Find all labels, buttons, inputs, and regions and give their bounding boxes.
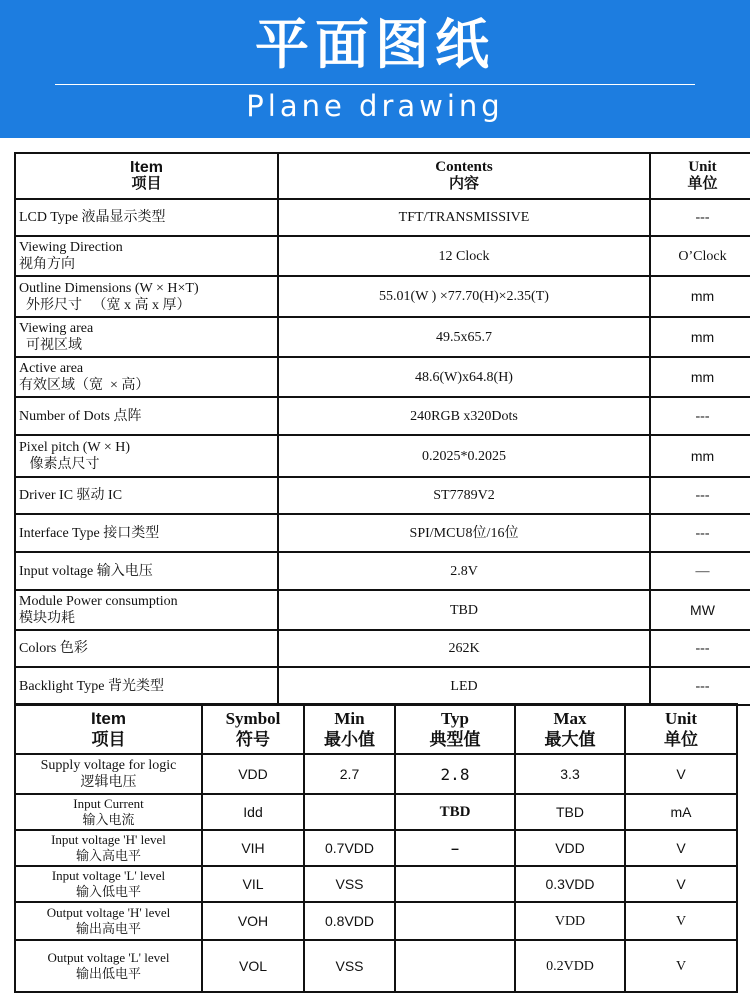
spec-table-header (15, 153, 750, 199)
typ-header: Typ 典型值 (395, 704, 515, 754)
min-header: Min 最小值 (304, 704, 395, 754)
electrical-table-header (15, 704, 737, 754)
item-header: Item 项目 (15, 153, 278, 199)
table-row: Input voltage 'H' level 输入高电平 VIH 0.7VDD – VDD V (15, 830, 737, 866)
table-row: Pixel pitch (W × H) 像素点尺寸 0.2025*0.2025 mm (15, 435, 750, 477)
table-row: Outline Dimensions (W × H×T) 外形尺寸 （宽 x 高 x 厚） 55.01(W ) ×77.70(H)×2.35(T) mm (15, 276, 750, 317)
spec-table (14, 152, 750, 706)
table-row: Module Power consumption 模块功耗 TBD MW (15, 590, 750, 630)
table-row: Colors 色彩 262K --- (15, 630, 750, 667)
table-row: Output voltage 'L' level 输出低电平 VOL VSS 0.2VDD V (15, 940, 737, 992)
page-title: 平面图纸 (255, 13, 495, 76)
unit-header: Unit 单位 (625, 704, 737, 754)
table-row: Number of Dots 点阵 240RGB x320Dots --- (15, 397, 750, 435)
table-row: Supply voltage for logic 逻辑电压 VDD 2.7 2.8 3.3 V (15, 754, 737, 794)
table-row: Input Current 输入电流 Idd TBD TBD mA (15, 794, 737, 830)
table-row: Active area 有效区域（宽 × 高） 48.6(W)x64.8(H) mm (15, 357, 750, 397)
table-row: Viewing Direction 视角方向 12 Clock O’Clock (15, 236, 750, 276)
item-header: Item 项目 (15, 704, 202, 754)
table-row: Input voltage 输入电压 2.8V — (15, 552, 750, 590)
electrical-table (14, 703, 738, 993)
table-row: Output voltage 'H' level 输出高电平 VOH 0.8VDD VDD V (15, 902, 737, 940)
symbol-header: Symbol 符号 (202, 704, 304, 754)
page-subtitle: Plane drawing (246, 89, 504, 123)
title-divider (55, 84, 695, 85)
contents-header: Contents 内容 (278, 153, 650, 199)
title-banner (0, 0, 750, 138)
unit-header: Unit 单位 (650, 153, 750, 199)
table-row: Interface Type 接口类型 SPI/MCU8位/16位 --- (15, 514, 750, 552)
table-row: Viewing area 可视区域 49.5x65.7 mm (15, 317, 750, 357)
max-header: Max 最大值 (515, 704, 625, 754)
table-row: LCD Type 液晶显示类型 TFT/TRANSMISSIVE --- (15, 199, 750, 236)
table-row: Driver IC 驱动 IC ST7789V2 --- (15, 477, 750, 514)
table-row: Backlight Type 背光类型 LED --- (15, 667, 750, 705)
table-row: Input voltage 'L' level 输入低电平 VIL VSS 0.3VDD V (15, 866, 737, 902)
